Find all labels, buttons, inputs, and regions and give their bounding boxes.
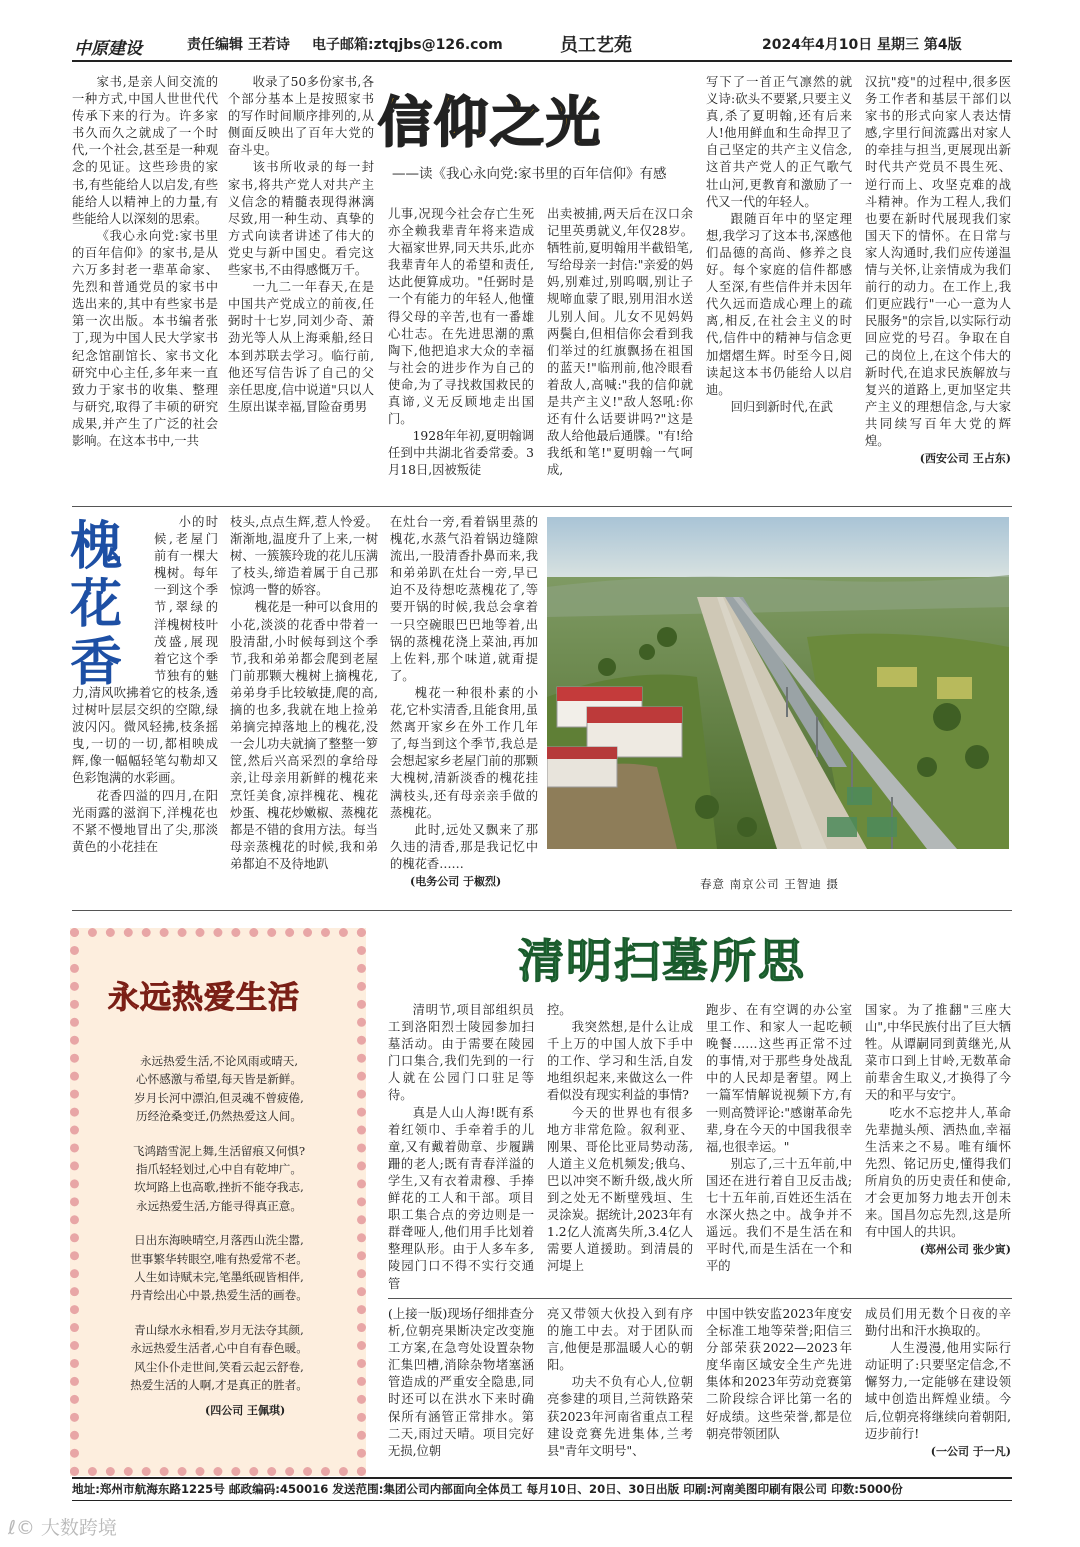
paragraph: (上接一版)现场仔细排查分析,位朝亮果断决定改变施工方案,在急弯处设置杂物汇集凹槽,消除杂物堵塞涵管造成的严重安全隐患,同时还可以在洪水下来时确保所有涵管正常排水。第二天,雨过天晴。项目完好无损,位朝 xyxy=(388,1307,534,1458)
paragraph: 我突然想,是什么让成千上万的中国人放下手中的工作、学习和生活,自发地组织起来,来做这么一件看似没有现实利益的事情? xyxy=(547,1020,693,1103)
article-column xyxy=(390,514,538,904)
article-subtitle: ——读《我心永向党:家书里的百年信仰》有感 xyxy=(392,166,667,182)
railway-bridge-photo xyxy=(547,517,1009,849)
paragraph: 一九二一年春天,在是中国共产党成立的前夜,任弼时十七岁,同刘少奇、萧劲光等人从上海乘船,经日本到苏联去学习。临行前,他还写信告诉了自己的父亲任思度,信中说道"只以人生原出谋幸福,冒险奋勇男 xyxy=(228,280,374,414)
paragraph: 儿事,况现今社会存亡生死亦全赖我辈青年将来造成大福家世界,同天共乐,此亦我辈青年人的希望和责任,达此便算成功。"任弼时是一个有能力的年轻人,他懂得父母的辛苦,也有一番雄心壮志。在先进思潮的熏陶下,他把追求大众的幸福与社会的进步作为自己的使命,为了寻找救国救民的真谛,义无反顾地走出国门。 xyxy=(388,207,534,427)
article-column xyxy=(230,514,378,904)
header-rule xyxy=(72,60,1012,62)
paragraph: 中国中铁安监2023年度安全标准工地等荣誉;阳信三分部荣获2022—2023年度华南区域安全生产先进集体和2023年劳动竞赛第二阶段综合评比第一名的好成绩。这些荣誉,都是位朝亮带领团队 xyxy=(706,1307,852,1441)
section-divider xyxy=(72,910,1012,911)
paragraph: 今天的世界也有很多地方非常危险。叙利亚、刚果、哥伦比亚局势动荡,人道主义危机频发;俄乌、巴以冲突不断升级,战火所到之处无不断壁残垣、生灵涂炭。据统计,2023年有1.2亿人流离失所,3.4亿人需要人道援助。到清晨的河堤上 xyxy=(547,1105,693,1274)
article-column xyxy=(865,74,1011,498)
paragraph: 功夫不负有心人,位朝亮参建的项目,兰菏铁路荣获2023年河南省重点工程建设竞赛先进集体,兰考县"青年文明号"、 xyxy=(547,1375,693,1458)
poem-line: 青山绿水永相看,岁月无法夺其颜, xyxy=(134,1322,304,1337)
paragraph: 写下了一首正气凛然的就义诗:砍头不要紧,只要主义真,杀了夏明翰,还有后来人!他用鲜血和生命捍卫了自己坚定的共产主义信念,这首共产党人的正气歌气壮山河,更教育和激励了一代又一代的年轻人。 xyxy=(706,75,852,209)
title-character: 花 xyxy=(70,575,123,635)
article-signature: (郑州公司 张少寅) xyxy=(919,1243,1011,1257)
poem-line: 永远热爱生活,方能寻得真正意。 xyxy=(136,1198,302,1213)
poem-line: 人生如诗赋未完,笔墨纸砚皆相伴, xyxy=(134,1270,304,1285)
poem-line: 岁月长河中漂泊,但灵魂不曾疲倦, xyxy=(134,1090,304,1105)
article-signature: (电务公司 于椒烈) xyxy=(410,874,502,888)
poem-title: 永远热爱生活 xyxy=(108,980,300,1016)
article-signature: (西安公司 王占东) xyxy=(919,452,1011,466)
paragraph: 家书,是亲人间交流的一种方式,中国人世世代代传承下来的行为。许多家书久而久之就成了一个时代,一个社会,甚至是一种观念的见证。这些珍贵的家书,有些能给人以启发,有些能给人以精神上的力量,有些能给人以深刻的思索。 xyxy=(72,75,218,226)
poem-line: 飞鸿踏雪泥上舞,生活留痕又何惧? xyxy=(132,1143,306,1158)
section-divider xyxy=(72,506,1012,507)
paragraph: 吃水不忘挖井人,革命先辈抛头颅、洒热血,幸福生活来之不易。唯有缅怀先烈、铭记历史,懂得我们所肩负的历史责任和使命,才会更加努力地去开创未来。国昌勿忘先烈,这是所有中国人的共识。 xyxy=(865,1105,1011,1240)
article-column xyxy=(706,1002,852,1292)
paragraph: 国家。为了推翻"三座大山",中华民族付出了巨大牺牲。从谭嗣同到黄继光,从菜市口到上甘岭,无数革命前辈舍生取义,才换得了今天的和平与安宁。 xyxy=(865,1003,1011,1103)
title-character: 槐 xyxy=(70,517,123,577)
photo-caption: 春意 南京公司 王智迪 摄 xyxy=(700,877,839,891)
footer-rule-bottom xyxy=(72,1500,1012,1501)
article-title: 信仰之光 xyxy=(378,91,602,154)
paragraph: 该书所收录的每一封家书,将共产党人对共产主义信念的精髓表现得淋漓尽致,用一种生动、真挚的方式向读者讲述了伟大的党史与新中国史。看完这些家书,不由得感慨万千。 xyxy=(228,160,374,278)
article-column xyxy=(72,514,218,904)
poem-line: 永远热爱生活,不论风雨或晴天, xyxy=(139,1054,299,1068)
watermark-text: 大数跨境 xyxy=(40,1517,117,1539)
poem-line: 日出东海映晴空,月落西山洗尘嚣, xyxy=(134,1233,304,1248)
title-character: 香 xyxy=(70,633,123,693)
paragraph: 亮又带领大伙投入到有序的施工中去。对于团队而言,他便是那温暖人心的朝阳。 xyxy=(547,1307,693,1373)
article-column xyxy=(865,1002,1011,1292)
poem-stanza xyxy=(96,1142,342,1216)
paragraph: 收录了50多份家书,各个部分基本上是按照家书的写作时间顺序排列的,从侧面反映出了百年大党的奋斗史。 xyxy=(228,75,374,158)
watermark-icon: ℓ© xyxy=(8,1517,35,1539)
article-column xyxy=(547,206,693,498)
paragraph: 回归到新时代,在武 xyxy=(730,399,833,414)
paragraph: 成员们用无数个日夜的辛勤付出和汗水换取的。 xyxy=(865,1307,1011,1339)
section-divider xyxy=(388,1298,1012,1299)
paragraph: 小的时候,老屋门前有一棵大槐树。每年一到这个季节,翠绿的洋槐树枝叶茂盛,展现着它这个季节独有的魅力,清风吹拂着它的枝条,透过树叶层层交织的空隙,绿波闪闪。微风轻拂,枝条摇曳,一切的一切,都相映成辉,像一幅幅轻笔勾勒却又色彩饱满的水彩画。 xyxy=(72,515,218,786)
landscape-photo xyxy=(547,517,1009,849)
editor-label: 责任编辑 王若诗 xyxy=(187,37,290,53)
poem-line: 永远热爱生活者,心中自有春色暖。 xyxy=(130,1341,308,1356)
paragraph: 在灶台一旁,看着锅里蒸的槐花,水蒸气沿着锅边缝隙流出,一股清香扑鼻而来,我和弟弟趴在灶台一旁,早已迫不及待想吃蒸槐花了,等要开锅的时候,我总会拿着一只空碗眼巴巴地等着,出锅的蒸槐花浇上菜油,再加上佐料,那个味道,就甭提了。 xyxy=(390,515,538,683)
date-label: 2024年4月10日 星期三 第4版 xyxy=(762,37,962,53)
poem-line: 指爪轻轻划过,心中自有乾坤广。 xyxy=(136,1162,302,1177)
article-signature: (一公司 于一凡) xyxy=(930,1444,1011,1458)
article-column xyxy=(388,1002,534,1292)
poem-body xyxy=(96,1052,342,1411)
paragraph: 别忘了,三十五年前,中国还在进行着自卫反击战;七十五年前,百姓还生活在水深火热之中。战争并不遥远。我们不是生活在和平时代,而是生活在一个和平的 xyxy=(706,1156,852,1274)
poem-line: 历经沧桑变迁,仍然热爱这人间。 xyxy=(136,1109,302,1124)
poem-line: 丹青绘出心中景,热爱生活的画卷。 xyxy=(130,1288,308,1303)
paragraph: 槐花一种很朴素的小花,它朴实清香,且能食用,虽然离开家乡在外工作几年了,每当到这个季节,我总是会想起家乡老屋门前的那颗大槐树,清新淡香的槐花挂满枝头,还有母亲亲手做的蒸槐花。 xyxy=(390,685,538,820)
email-label: 电子邮箱:ztqjbs@126.com xyxy=(312,37,503,53)
article-column xyxy=(228,74,374,498)
poem-stanza xyxy=(96,1321,342,1395)
paragraph: 清明节,项目部组织员工到洛阳烈士陵园参加扫墓活动。由于需要在陵园门口集合,我们先到的一行人就在公园门口驻足等待。 xyxy=(388,1003,534,1103)
paragraph: 控。 xyxy=(547,1003,572,1017)
article-column xyxy=(72,74,218,498)
watermark-logo xyxy=(8,1513,117,1540)
title-float-space xyxy=(72,514,154,684)
paragraph: 人生漫漫,他用实际行动证明了:只要坚定信念,不懈努力,一定能够在建设领域中创造出辉煌业绩。今后,位朝亮将继续向着朝阳,迈步前行! xyxy=(865,1341,1011,1441)
poem-signature: (四公司 王佩琪) xyxy=(205,1404,286,1417)
poem-line: 世事繁华转眼空,唯有热爱常不老。 xyxy=(130,1251,308,1266)
paragraph: 真是人山人海!既有系着红领巾、手牵着手的儿童,又有戴着勋章、步履蹒跚的老人;既有青春洋溢的学生,又有衣着肃穆、手捧鲜花的工人和干部。项目职工集合点的旁边则是一群聋哑人,他们用手比划着整理队形。由于人多车多,陵园门口不得不实行交通管 xyxy=(388,1105,534,1291)
page-header xyxy=(72,30,1012,60)
article-column xyxy=(706,74,852,498)
footer-info: 地址:郑州市航海东路1225号 邮政编码:450016 发送范围:集团公司内部面向全体员工 每月10日、20日、30日出版 印刷:河南美图印刷有限公司 印数:5000份 xyxy=(72,1482,903,1496)
section-title: 员工艺苑 xyxy=(560,35,632,56)
paragraph: 跑步、在有空调的办公室里工作、和家人一起吃顿晚餐……这些再正常不过的事情,对于那些身处战乱中的人民却是奢望。网上一篇军情解说视频下方,有一则高赞评论:"感谢革命先辈,身在今天的中国我很幸福,也很幸运。" xyxy=(706,1003,852,1154)
paragraph: 跟随百年中的坚定理想,我学习了这本书,深感他们品德的高尚、修养之良好。每个家庭的信件都感人至深,有些信件并未因年代久远而造成心理上的疏离,相反,在社会主义的时代,信件中的精神与信念更加熠熠生辉。时至今日,阅读起这本书仍能给人以启迪。 xyxy=(706,211,852,397)
footer-rule xyxy=(72,1477,1012,1479)
article-column xyxy=(388,1306,534,1472)
poem-line: 风尘仆仆走世间,笑看云起云舒卷, xyxy=(134,1359,304,1374)
article-column xyxy=(547,1306,693,1472)
article-column xyxy=(706,1306,852,1472)
paragraph: 出卖被捕,两天后在汉口余记里英勇就义,年仅28岁。牺牲前,夏明翰用半截铅笔,写给母亲一封信:"亲爱的妈妈,别难过,别呜咽,别让子规啼血蒙了眼,别用泪水送儿别人间。儿女不见妈妈两鬓白,但相信你会看到我们举过的红旗飘扬在祖国的蓝天!"临刑前,他冷眼看着敌人,高喊:"我的信仰就是共产主义!"敌人怒吼:你还有什么话要讲吗?"这是敌人给他最后通牒。"有!给我纸和笔!"夏明翰一气呵成, xyxy=(547,207,693,478)
article-column xyxy=(865,1306,1011,1472)
paragraph: 汉抗"疫"的过程中,很多医务工作者和基层干部们以家书的形式向家人表达情感,字里行间流露出对家人的牵挂与担当,更展现出新时代共产党员不畏生死、逆行而上、攻坚克难的战斗精神。作为工程人,我们也要在新时代展现我们家国天下的情怀。在日常与家人沟通时,我们应传递温情与关怀,让亲情成为我们前行的动力。在工作上,我们更应践行"一心一意为人民服务"的宗旨,以实际行动回应党的号召。争取在自己的岗位上,在这个伟大的新时代,在追求民族解放与复兴的道路上,更加坚定共产主义的理想信念,与大家共同续写百年大党的辉煌。 xyxy=(865,75,1011,448)
article-title: 清明扫墓所思 xyxy=(518,934,806,988)
paragraph: 槐花是一种可以食用的小花,淡淡的花香中带着一股清甜,小时候每到这个季节,我和弟弟都会爬到老屋门前那颗大槐树上摘槐花,弟弟身手比较敏捷,爬的高,摘的也多,我就在地上捡弟弟摘完掉落地上的槐花,没一会儿功夫就摘了整整一箩筐,然后兴高采烈的拿给母亲,让母亲用新鲜的槐花来烹饪美食,凉拌槐花、槐花炒蛋、槐花炒嫩椒、蒸槐花都是不错的食用方法。每当母亲蒸槐花的时候,我和弟弟都迫不及待地趴 xyxy=(230,600,378,871)
paragraph: 1928年年初,夏明翰调任到中共湖北省委常委。3月18日,因被叛徒 xyxy=(388,429,534,478)
poem-stanza xyxy=(96,1052,342,1126)
poem-line: 坎坷路上也高歌,挫折不能夺我志, xyxy=(134,1180,304,1195)
paragraph: 此时,远处又飘来了那久违的清香,那是我记忆中的槐花香…… xyxy=(390,822,538,871)
paragraph: 花香四溢的四月,在阳光雨露的滋润下,洋槐花也不紧不慢地冒出了尖,那淡黄色的小花挂在 xyxy=(72,788,218,854)
paragraph: 《我心永向党:家书里的百年信仰》的家书,是从六万多封老一辈革命家、先烈和普通党员的家书中选出来的,其中有些家书是第一次出版。本书编者张丁,现为中国人民大学家书纪念馆副馆长、家书文化研究中心主任,多年来一直致力于家书的收集、整理与研究,取得了丰硕的研究成果,并产生了广泛的社会影响。在这本书中,一共 xyxy=(72,228,218,448)
article-column xyxy=(547,1002,693,1292)
article-column xyxy=(388,206,534,498)
paragraph: 枝头,点点生辉,惹人怜爱。渐渐地,温度升了上来,一树树、一簇簇玲珑的花儿压满了枝头,缔造着属于自己那惊鸿一瞥的娇容。 xyxy=(230,515,378,598)
poem-line: 心怀感激与希望,每天皆是新鲜。 xyxy=(136,1072,302,1087)
paper-name: 中原建设 xyxy=(74,39,142,59)
poem-line: 热爱生活的人啊,才是真正的胜者。 xyxy=(130,1378,308,1393)
poem-stanza xyxy=(96,1231,342,1305)
